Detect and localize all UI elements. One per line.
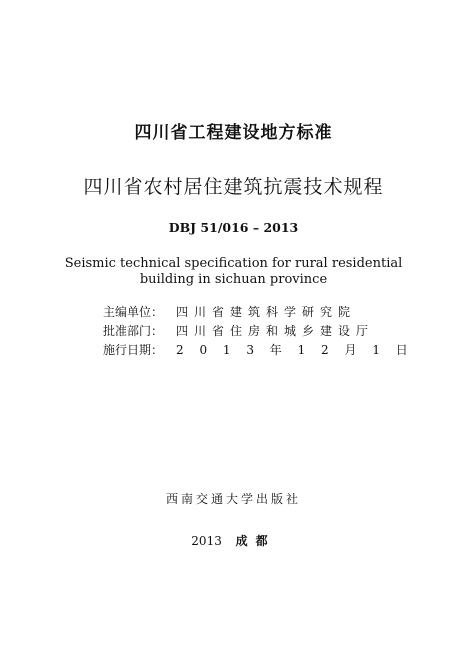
standard-code: DBJ 51/016 – 2013 xyxy=(168,220,299,235)
main-title: 四川省农村居住建筑抗震技术规程 xyxy=(83,176,384,198)
info-value: 四川省住房和城乡建设厅 xyxy=(176,324,375,338)
info-label: 批准部门： xyxy=(103,324,164,338)
info-label: 主编单位： xyxy=(103,305,164,319)
publication-city: 成都 xyxy=(235,534,276,548)
info-value: 2 0 1 3 年 1 2 月 1 日 xyxy=(176,343,414,357)
series-title: 四川省工程建设地方标准 xyxy=(134,123,333,143)
info-row-editor xyxy=(103,303,414,322)
english-title-line-2: building in sichuan province xyxy=(139,272,328,287)
info-block xyxy=(103,303,414,360)
info-row-effective-date xyxy=(103,341,414,360)
publication-place xyxy=(0,532,467,549)
info-row-approver xyxy=(103,322,414,341)
english-title-line-1: Seismic technical specification for rural residential xyxy=(64,256,403,271)
info-value: 四川省建筑科学研究院 xyxy=(176,305,357,319)
publisher-name: 西南交通大学出版社 xyxy=(165,492,301,506)
info-label: 施行日期： xyxy=(103,343,164,357)
publication-year: 2013 xyxy=(191,534,222,548)
english-title xyxy=(0,256,467,288)
